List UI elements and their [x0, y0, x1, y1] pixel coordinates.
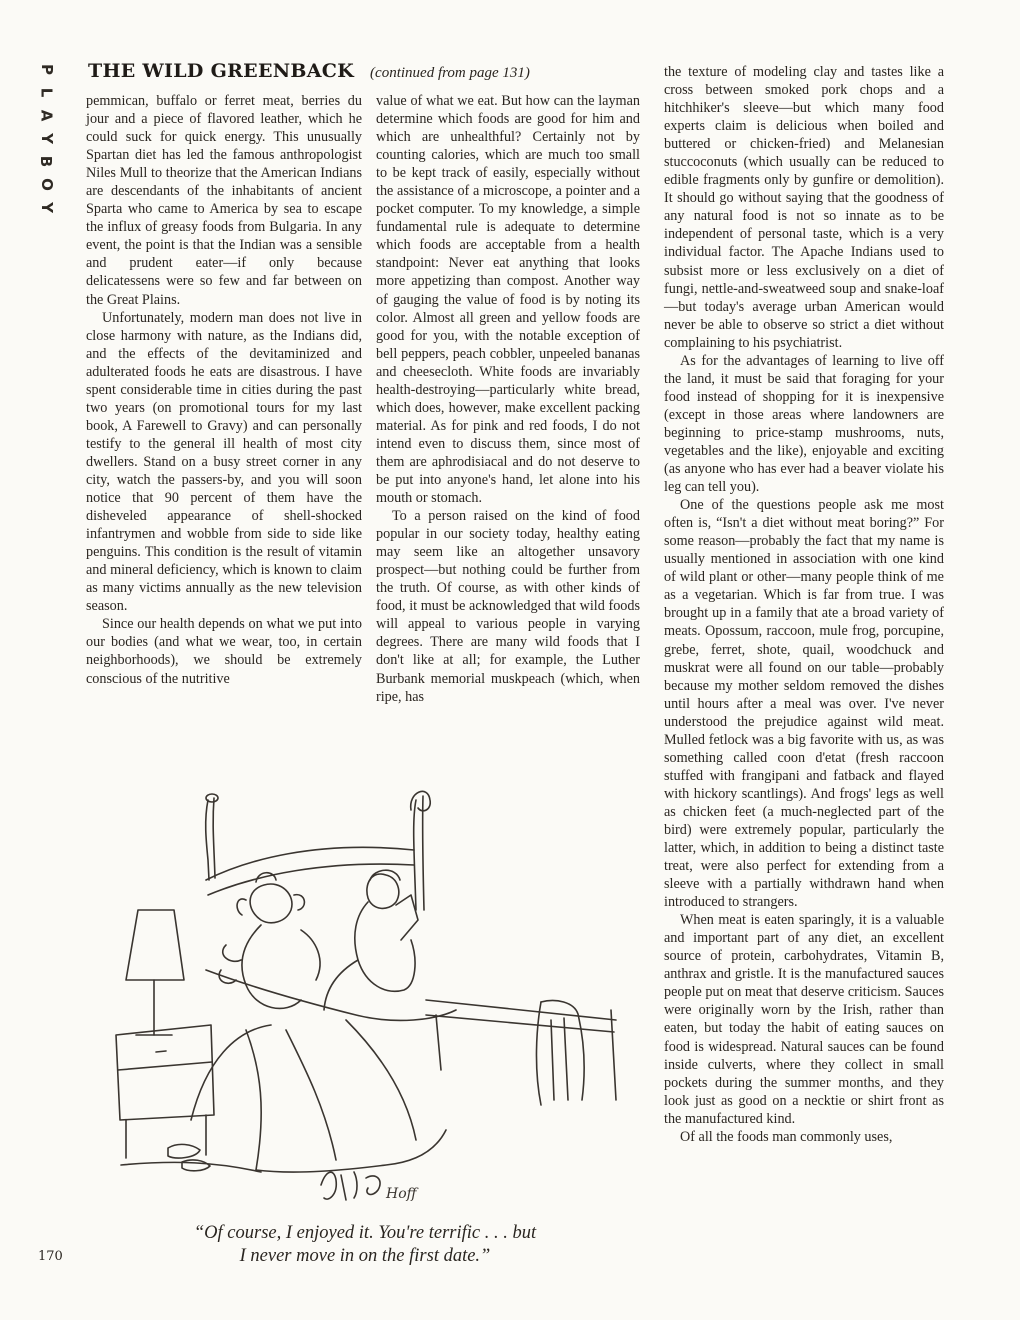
continued-note: (continued from page 131) [370, 65, 530, 81]
paragraph: One of the questions people ask me most often is, “Isn't a diet without meat boring?” For some reason—probably the fact that my name is usually mentioned in association with one kind of wild plant or other—many people think of me as a vegetarian. Which is far from true. I was brought up in a family that ate a broad variety of meats. Opossum, raccoon, mule frog, porcupine, grebe, ferret, shote, quail, woodchuck and muskrat were all found on our table—probably because my mother seldom removed the dishes until hours after a meal was over. I've never understood the prejudice against wild meat. Mulled fetlock was a big favorite with us, as was something called coon d'etat (fresh raccoon stuffed with frangipani and fatback and flayed with hickory scantlings). And frogs' legs as well as chicken feet (a much-neglected part of the bird) were extremely popular, particularly the latter, which, in addition to being a distinct taste treat, were also perfect for extending from a sleeve with a partially withdrawn hand when introduced to strangers. [664, 497, 944, 911]
magazine-letter: O [37, 178, 56, 191]
magazine-letter: Y [37, 202, 56, 213]
paragraph: Unfortunately, modern man does not live in close harmony with nature, as the Indians did, and the effects of the devitaminized and adulterated foods he eats are disastrous. I have spent considerable time in cities during the past two years (on promotional tours for my last book, A Farewell to Gravy) and can personally testify to the general ill health of most city dwellers. Stand on a busy street corner in any city, watch the passers-by, and you will soon notice that 90 percent of them have the disheveled appearance of shell-shocked infantrymen and wobble from side to side like penguins. This condition is the result of vitamin and mineral deficiency, which is known to claim as many victims annually as the new television season. [86, 309, 362, 615]
page-number: 170 [38, 1249, 63, 1264]
paragraph: As for the advantages of learning to live off the land, it must be said that foraging for your food instead of shopping for it is inexpensive (except in those areas where landowners are beginning to price-stamp mushrooms, nuts, vegetables and the like), enjoyable and exciting (as anyone who has ever had a beaver violate his leg can tell you). [664, 352, 944, 496]
paragraph: When meat is eaten sparingly, it is a valuable and important part of any diet, an excellent source of protein, carbohydrates, Vitamin B, anthrax and gristle. It is the manufactured sauces people put on meat that deserve criticism. Sauces were originally worn by the Irish, rather than eaten, but today the habit of eating sauces on food is widespread. Natural sauces can be found inside culverts, where they collect in small pockets during the summer months, and they look just as good on a necktie or shirt front as the manufactured kind. [664, 912, 944, 1127]
cartoon-illustration [96, 770, 636, 1220]
magazine-letter: B [37, 155, 56, 168]
column-2 [376, 92, 640, 706]
paragraph: To a person raised on the kind of food popular in our society today, healthy eating may seem like an altogether unsavory prospect—but nothing could be further from the truth. Of course, as with other kinds of food, it must be acknowledged that wild foods will appeal to various people in varying degrees. There are many wild foods that I don't like at all; for example, the Luther Burbank memorial muskpeach (which, when ripe, has [376, 508, 640, 705]
magazine-letter: P [37, 64, 56, 75]
cartoon-signature: Hoff [386, 1186, 417, 1202]
column-3 [664, 63, 944, 1146]
paragraph: Of all the foods man commonly uses, [680, 1128, 893, 1145]
magazine-letter: A [37, 109, 56, 122]
magazine-letter: Y [37, 133, 56, 144]
paragraph: pemmican, buffalo or ferret meat, berries du jour and a piece of flavored leather, which he could suck for quick energy. This unusually Spartan diet has led the famous anthropologist Niles Mull to theorize that the American Indians are descendants of the inhabitants of ancient Sparta who came to America by sea to escape the influx of greasy foods from Bulgaria. In any event, the point is that the Indian was a sensible and prudent eater—if only because delicatessens were so few and far between on the Great Plains. [86, 93, 362, 308]
paragraph: the texture of modeling clay and tastes like a cross between smoked pork chops and a hitchhiker's sleeve—but which many food experts claim is delicious when boiled and buttered or chicken-fried) and Melanesian stuccoconuts (which usually can be reduced to edible fragments only by gunfire or demolition). It should go without saying that the goodness of any natural food is not so innate as to be independent of personal taste, which is a very individual factor. The Apache Indians used to subsist more or less exclusively on a diet of fungi, nettle-and-sweatweed soup and snake-loaf—but today's average urban American would never be able to observe so strict a diet without complaining to his psychiatrist. [664, 64, 944, 351]
paragraph: value of what we eat. But how can the layman determine which foods are good for him and which are unhealthful? Certainly not by counting calories, which are much too small to be kept track of easily, especially without the assistance of a microscope, a pointer and a pocket computer. To my knowledge, a simple fundamental rule is adequate to determine which foods are acceptable from a health standpoint: Never eat anything that looks more appetizing than compost. Another way of gauging the value of food is by noting its color. Almost all green and yellow foods are good for you, with the notable exception of bell peppers, peach cobbler, unpeeled bananas and cheesecloth. White foods are invariably health-destroying—particularly white bread, which does, however, make excellent packing material. As for pink and red foods, I do not intend even to discuss them, since most of them are aphrodisiacal and do not deserve to be put into anyone's hand, let alone into his mouth or stomach. [376, 93, 640, 507]
caption-line: “Of course, I enjoyed it. You're terrific . . . but [193, 1223, 537, 1243]
caption-line: I never move in on the first date.” [239, 1246, 491, 1266]
column-1 [86, 92, 362, 688]
magazine-name-vertical [36, 58, 56, 219]
paragraph: Since our health depends on what we put into our bodies (and what we wear, too, in certain neighborhoods), we should be extremely conscious of the nutritive [86, 616, 362, 687]
cartoon-caption [140, 1222, 590, 1268]
magazine-letter: L [37, 87, 56, 98]
article-title: THE WILD GREENBACK [88, 60, 355, 82]
article-header [88, 60, 648, 82]
